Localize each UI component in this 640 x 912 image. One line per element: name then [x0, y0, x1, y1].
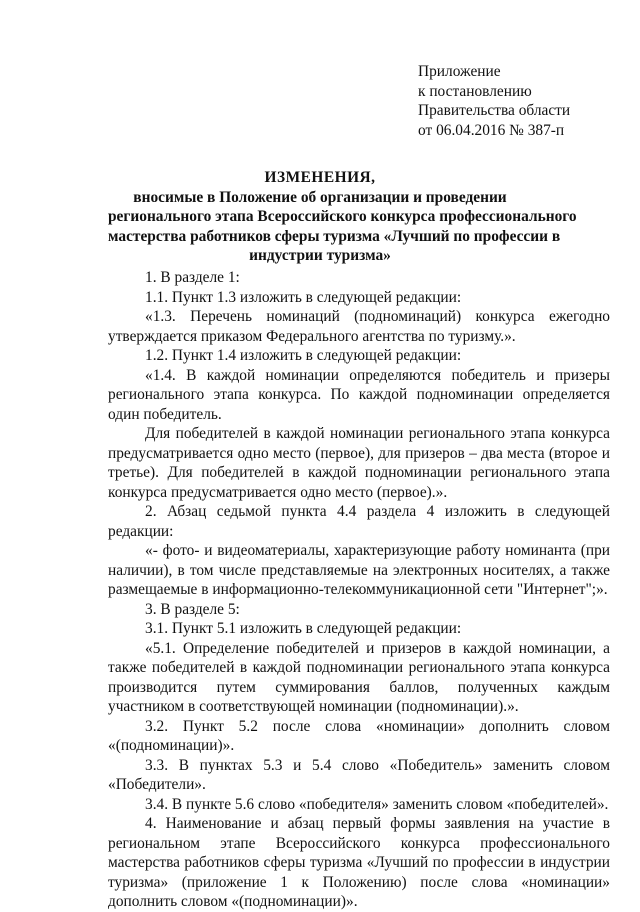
paragraph: 2. Абзац седьмой пункта 4.4 раздела 4 изложить в следующей редакции: — [108, 503, 610, 540]
document-title — [108, 168, 577, 266]
paragraph: 3. В разделе 5: — [145, 600, 240, 618]
appendix-line: от 06.04.2016 № 387-п — [418, 121, 565, 139]
paragraph: 3.4. В пункте 5.6 слово «победителя» заменить словом «победителей». — [145, 795, 609, 813]
paragraph: 1.1. Пункт 1.3 изложить в следующей редакции: — [145, 288, 462, 306]
paragraph: «5.1. Определение победителей и призеров в каждой номинации, а также победителей в каждой подноминации регионального этапа конкурса производится путем суммирования баллов, полученных каждым участником в соответствующей номинации (подноминации).». — [108, 639, 610, 715]
paragraph: «1.3. Перечень номинаций (подноминаций) конкурса ежегодно утверждается приказом Федерального агентства по туризму.». — [108, 308, 610, 345]
appendix-line: Приложение — [418, 63, 501, 80]
paragraph: Для победителей в каждой номинации регионального этапа конкурса предусматривается одно место (первое), для призеров – два места (второе и третье). Для победителей в каждой подноминации регионального этапа конкурса предусматривается одно место (первое).». — [108, 425, 610, 501]
appendix-block — [418, 62, 628, 140]
paragraph: 3.2. Пункт 5.2 после слова «номинации» дополнить словом «(подноминации)». — [108, 717, 610, 754]
paragraph: 4. Наименование и абзац первый формы заявления на участие в региональном этапе Всероссийского конкурса профессионального мастерства работников сферы туризма «Лучший по профессии в индустрии туризма» (приложение 1 к Положению) после слова «номинации» дополнить словом «(подноминации)». — [108, 815, 610, 910]
appendix-line: к постановлению — [418, 82, 532, 100]
paragraph: «1.4. В каждой номинации определяются победитель и призеры регионального этапа конкурса. По каждой подноминации определяется один победитель. — [108, 366, 610, 423]
paragraph: 1.2. Пункт 1.4 изложить в следующей редакции: — [145, 347, 462, 364]
title-line: вносимые в Положение об организации и проведении — [133, 188, 507, 206]
appendix-line: Правительства области — [418, 102, 571, 119]
paragraph: 3.3. В пунктах 5.3 и 5.4 слово «Победитель» заменить словом «Победители». — [108, 756, 610, 793]
document-body — [108, 268, 610, 912]
title-line: индустрии туризма» — [249, 247, 391, 264]
title-line: регионального этапа Всероссийского конкурса профессионального — [108, 208, 577, 225]
title-line: ИЗМЕНЕНИЯ, — [264, 169, 376, 186]
paragraph: «- фото- и видеоматериалы, характеризующие работу номинанта (при наличии), в том числе представляемые на электронных носителях, а также размещаемые в информационно-телекоммуникационной сети "Интернет";». — [108, 542, 610, 598]
paragraph: 3.1. Пункт 5.1 изложить в следующей редакции: — [145, 620, 462, 637]
title-line: мастерства работников сферы туризма «Лучший по профессии в — [108, 227, 561, 245]
paragraph: 1. В разделе 1: — [145, 269, 240, 286]
